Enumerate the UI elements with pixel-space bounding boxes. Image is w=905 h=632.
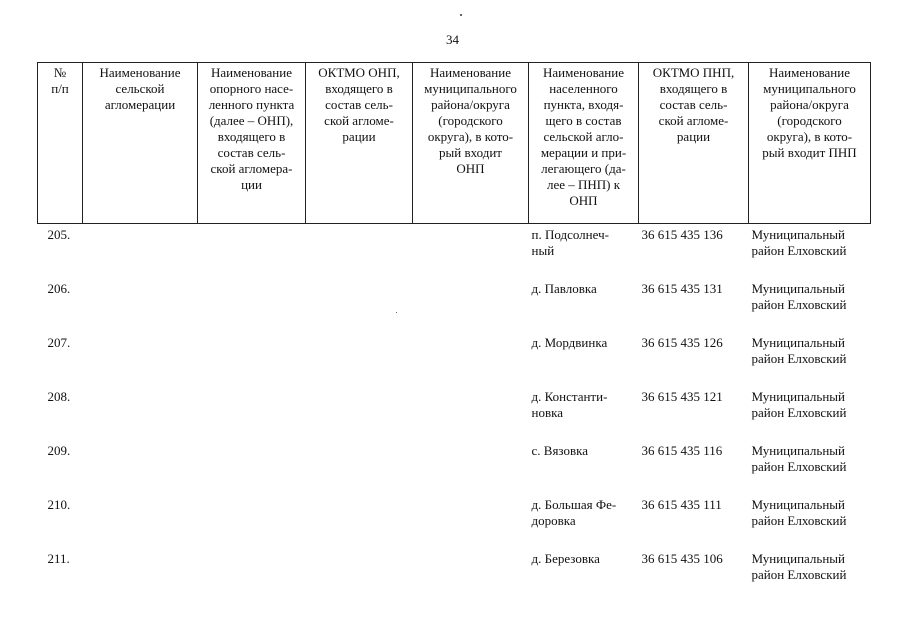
- table-header-row: [38, 63, 871, 224]
- header-pnp-municipality: Наименование муниципального района/округа (городского округа), в кото- рый входит ПНП: [749, 63, 871, 224]
- table-row: [38, 495, 871, 549]
- cell-agglomeration: [83, 549, 198, 603]
- cell-pnp-oktmo: 36 615 435 121: [641, 389, 723, 404]
- scan-speck: [460, 14, 462, 16]
- cell-onp-oktmo: [306, 333, 413, 387]
- cell-onp-oktmo: [306, 441, 413, 495]
- cell-onp-name: [198, 279, 306, 333]
- row-number: 211.: [47, 551, 70, 566]
- cell-pnp-oktmo: 36 615 435 116: [641, 443, 723, 458]
- header-pnp-oktmo: ОКТМО ПНП, входящего в состав сель- ской агломе- рации: [639, 63, 749, 224]
- cell-onp-oktmo: [306, 224, 413, 280]
- cell-onp-oktmo: [306, 495, 413, 549]
- cell-onp-name: [198, 441, 306, 495]
- cell-pnp-name: д. Большая Фе- доровка: [531, 497, 617, 528]
- table-row: [38, 441, 871, 495]
- header-pnp-name: Наименование населенного пункта, входя- щего в состав сельской агло- мерации и при- легающего (да- лее – ПНП) к ОНП: [529, 63, 639, 224]
- cell-agglomeration: [83, 333, 198, 387]
- cell-pnp-municipality: Муниципальный район Елховский: [751, 389, 847, 420]
- table-row: [38, 387, 871, 441]
- cell-onp-name: [198, 224, 306, 280]
- row-number: 209.: [47, 443, 71, 458]
- table-row: [38, 279, 871, 333]
- cell-agglomeration: [83, 441, 198, 495]
- row-number: 207.: [47, 335, 71, 350]
- header-onp-municipality: Наименование муниципального района/округа (городского округа), в кото- рый входит ОНП: [413, 63, 529, 224]
- cell-pnp-municipality: Муниципальный район Елховский: [751, 497, 847, 528]
- table-row: [38, 224, 871, 280]
- cell-pnp-oktmo: 36 615 435 131: [641, 281, 723, 296]
- page-number: 34: [446, 32, 459, 47]
- header-agglomeration: Наименование сельской агломерации: [83, 63, 198, 224]
- scan-speck: [396, 312, 397, 313]
- cell-agglomeration: [83, 279, 198, 333]
- header-num: № п/п: [38, 63, 83, 224]
- cell-pnp-oktmo: 36 615 435 111: [641, 497, 722, 512]
- cell-onp-oktmo: [306, 387, 413, 441]
- cell-pnp-name: д. Мордвинка: [531, 335, 608, 350]
- cell-onp-municipality: [413, 224, 529, 280]
- cell-pnp-oktmo: 36 615 435 136: [641, 227, 723, 242]
- cell-pnp-municipality: Муниципальный район Елховский: [751, 281, 847, 312]
- row-number: 210.: [47, 497, 71, 512]
- cell-onp-municipality: [413, 549, 529, 603]
- cell-pnp-name: п. Подсолнеч- ный: [531, 227, 609, 258]
- cell-onp-name: [198, 333, 306, 387]
- cell-pnp-oktmo: 36 615 435 126: [641, 335, 723, 350]
- cell-pnp-municipality: Муниципальный район Елховский: [751, 335, 847, 366]
- cell-onp-name: [198, 549, 306, 603]
- cell-onp-municipality: [413, 387, 529, 441]
- cell-agglomeration: [83, 495, 198, 549]
- cell-pnp-municipality: Муниципальный район Елховский: [751, 551, 847, 582]
- cell-onp-municipality: [413, 333, 529, 387]
- cell-pnp-name: д. Павловка: [531, 281, 597, 296]
- cell-pnp-name: д. Березовка: [531, 551, 600, 566]
- row-number: 205.: [47, 227, 71, 242]
- table-row: [38, 549, 871, 603]
- cell-agglomeration: [83, 387, 198, 441]
- cell-pnp-name: д. Константи- новка: [531, 389, 608, 420]
- cell-pnp-oktmo: 36 615 435 106: [641, 551, 723, 566]
- table-row: [38, 333, 871, 387]
- agglomeration-table: [37, 62, 871, 603]
- cell-onp-oktmo: [306, 549, 413, 603]
- cell-pnp-municipality: Муниципальный район Елховский: [751, 227, 847, 258]
- cell-onp-name: [198, 495, 306, 549]
- header-onp-oktmo: ОКТМО ОНП, входящего в состав сель- ской агломе- рации: [306, 63, 413, 224]
- cell-pnp-municipality: Муниципальный район Елховский: [751, 443, 847, 474]
- cell-onp-municipality: [413, 495, 529, 549]
- header-onp-name: Наименование опорного насе- ленного пункта (далее – ОНП), входящего в состав сель- ской агломера- ции: [198, 63, 306, 224]
- cell-onp-municipality: [413, 279, 529, 333]
- cell-agglomeration: [83, 224, 198, 280]
- cell-onp-name: [198, 387, 306, 441]
- cell-onp-municipality: [413, 441, 529, 495]
- cell-onp-oktmo: [306, 279, 413, 333]
- row-number: 206.: [47, 281, 71, 296]
- cell-pnp-name: с. Вязовка: [531, 443, 589, 458]
- row-number: 208.: [47, 389, 71, 404]
